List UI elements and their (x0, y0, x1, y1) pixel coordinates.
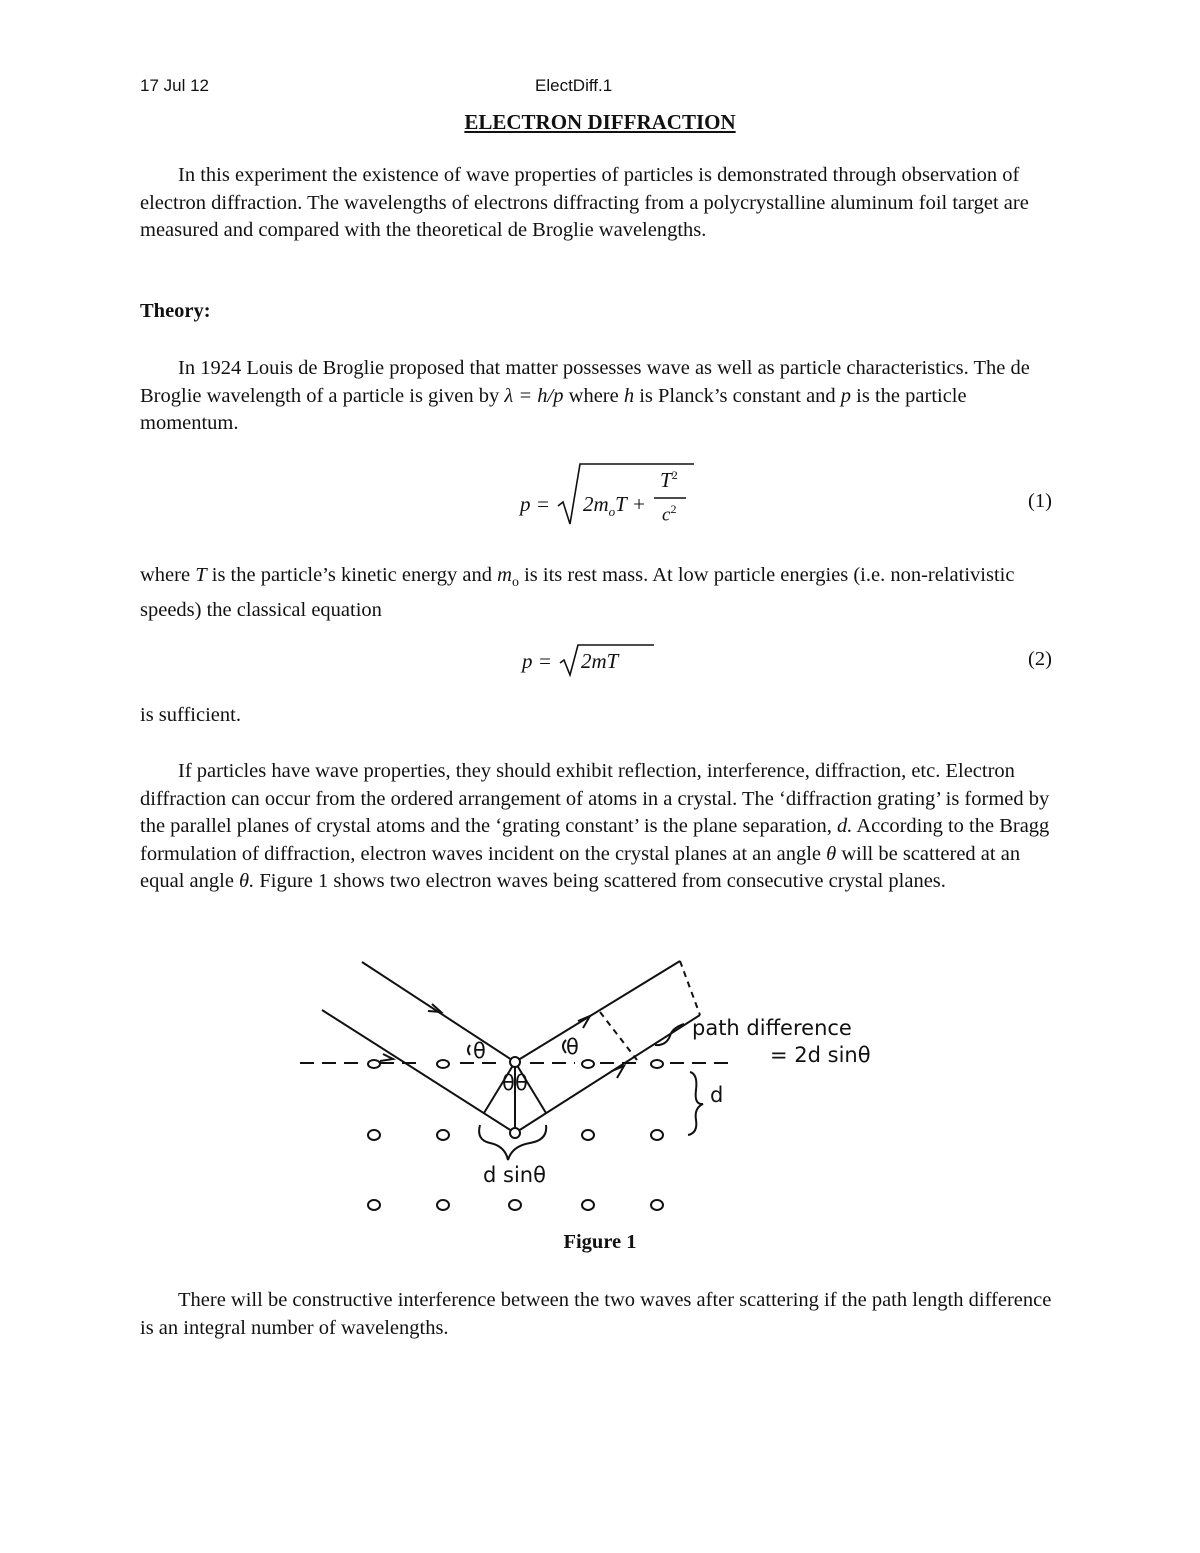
theory-heading: Theory: (140, 300, 211, 322)
intro-paragraph: In this experiment the existence of wave properties of particles is demonstrated through observation of electron diffraction. The wavelengths of electrons diffracting from a polycrystalline aluminum foil target are measured and compared with the theoretical de Broglie wavelengths. (140, 164, 1029, 241)
header-date: 17 Jul 12 (140, 76, 209, 95)
reflected-ray-1 (515, 961, 680, 1062)
atom (582, 1200, 594, 1210)
theta-label: θ (566, 1035, 579, 1059)
d-label: d (710, 1083, 724, 1107)
theta-label: θ (515, 1071, 528, 1095)
equation-1: p = $2m_oT$ + $T^2$ $c^2$ (520, 462, 690, 532)
atom (368, 1130, 380, 1140)
after-eq1-paragraph: where T is the particle’s kinetic energy and $m_o$ is its rest mass. At low particle energies (i.e. non-relativistic speeds) the classical equation (140, 564, 1015, 621)
equation-1-number: (1) (1028, 490, 1052, 512)
path-difference-label: path difference (692, 1016, 852, 1040)
path-difference-equation: = 2d sinθ (770, 1043, 871, 1067)
atom (510, 1128, 520, 1138)
arrow-icon (612, 1066, 624, 1078)
arrow-icon (428, 1004, 441, 1012)
atom (437, 1130, 449, 1140)
after-eq2-text: is sufficient. (140, 704, 241, 726)
incident-ray-2 (322, 1010, 515, 1133)
brace-icon (688, 1072, 703, 1135)
lambda-equation: λ = h/p (504, 384, 564, 407)
atom (437, 1060, 449, 1068)
closing-paragraph: There will be constructive interference between the two waves after scattering if the path length difference is an integral number of wavelengths. (140, 1289, 1052, 1339)
atom (368, 1200, 380, 1210)
bragg-diagram (290, 950, 910, 1225)
wavefront-line (600, 1012, 637, 1060)
atom (582, 1060, 594, 1068)
theta-label: θ (473, 1039, 486, 1063)
theory-paragraph: In 1924 Louis de Broglie proposed that matter possesses wave as well as particle characteristics. The de Broglie wavelength of a particle is given by λ = h/p where h is Planck’s constant and p is the particle momentum. (140, 357, 1030, 434)
figure-caption: Figure 1 (563, 1231, 637, 1253)
theta-label: θ (502, 1071, 515, 1095)
atom (582, 1130, 594, 1140)
atom (651, 1130, 663, 1140)
equation-2-number: (2) (1028, 648, 1052, 670)
atom (368, 1060, 380, 1068)
atom (437, 1200, 449, 1210)
equation-2: p = 2mT (522, 643, 662, 677)
header-page-id: ElectDiff.1 (535, 76, 613, 95)
d-sin-theta-label: d sinθ (483, 1163, 546, 1187)
bragg-paragraph: If particles have wave properties, they should exhibit reflection, interference, diffraction, etc. Electron diffraction can occur from the ordered arrangement of atoms in a crystal. The ‘diffraction grating’ is formed by the parallel planes of crystal atoms and the ‘grating constant’ is the plane separation, d. According to the Bragg formulation of diffraction, electron waves incident on the crystal planes at an angle θ will be scattered at an equal angle θ. Figure 1 shows two electron waves being scattered from consecutive crystal planes. (140, 760, 1050, 892)
page-title: ELECTRON DIFFRACTION (464, 110, 736, 134)
atom (510, 1057, 520, 1067)
atom (651, 1200, 663, 1210)
atom (509, 1200, 521, 1210)
atom (651, 1060, 663, 1068)
wavefront-line (680, 961, 700, 1015)
